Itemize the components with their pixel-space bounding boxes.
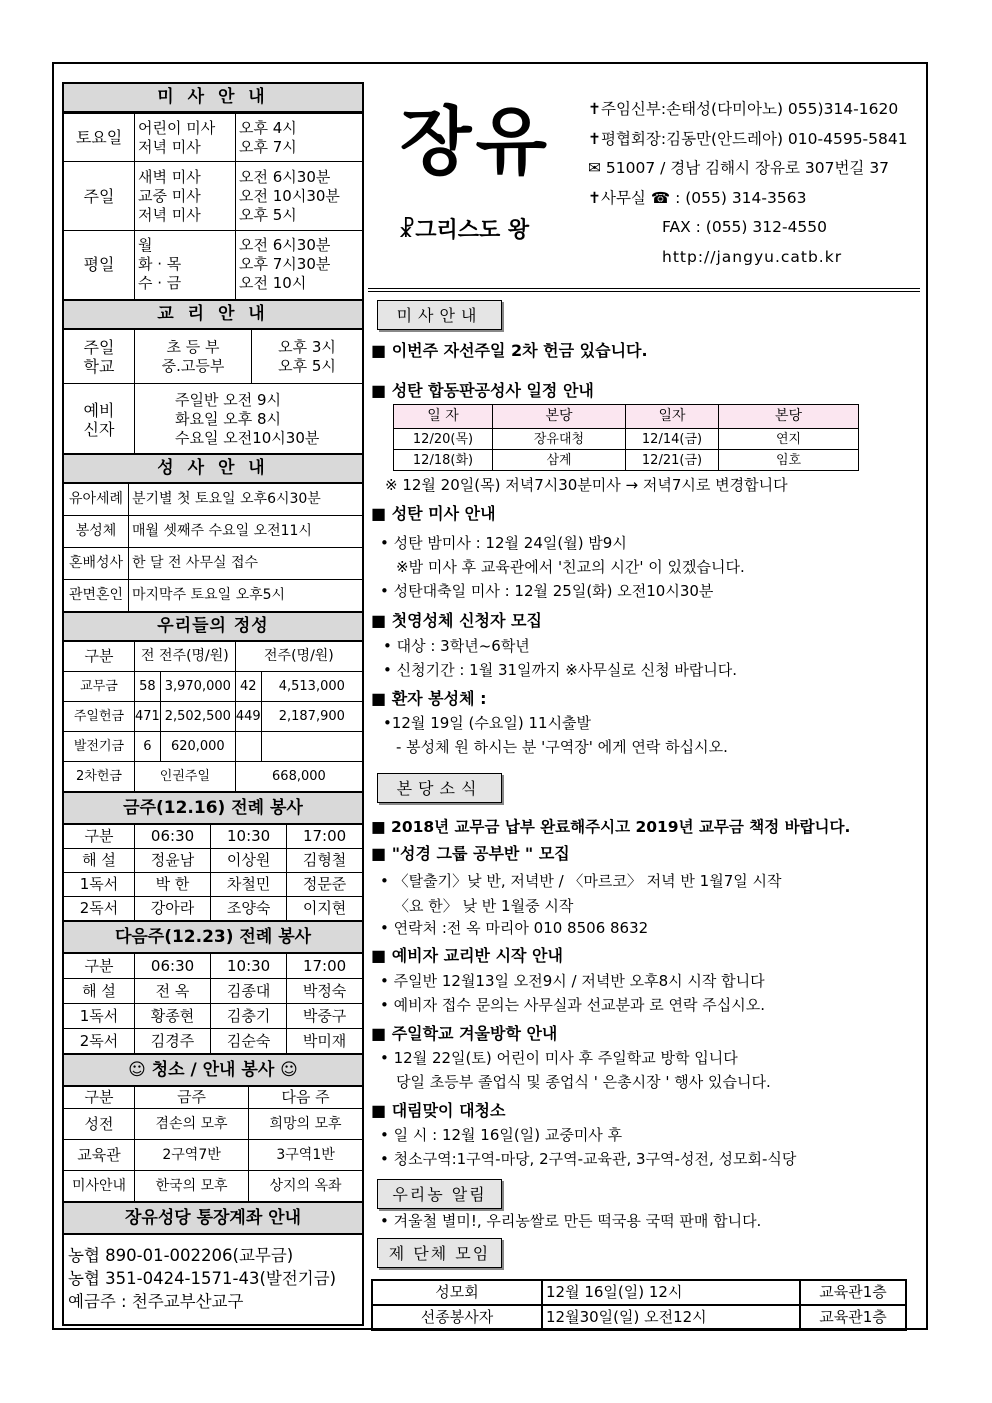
sun-name-2: 교중 미사 <box>138 186 201 205</box>
sun-name-1: 새벽 미사 <box>138 167 201 186</box>
table-row: 성모회 12월 16일(일) 12시 교육관1층 <box>372 1280 906 1305</box>
p5-line-1: • 일 시 : 12월 16일(일) 교중미사 후 <box>380 1126 623 1144</box>
p4-line-2: 당일 초등부 졸업식 및 종업식 ' 은총시장 ' 행사 있습니다. <box>396 1073 771 1091</box>
off-row: 발전기금 6 620,000 <box>64 732 362 762</box>
p2-line-1: • 〈탈출기〉낮 반, 저녁반 / 〈마르코〉 저녁 반 1월7일 시작 <box>380 872 782 890</box>
service-this-table: 구분 06:30 10:30 17:00 해 설 정윤남 이상원 김형철 1독서 박 한 차철민 정문준 2독서 강아라 조양숙 이지현 <box>64 824 362 921</box>
week-name-1: 월 <box>138 236 153 255</box>
catechism-table <box>64 329 362 456</box>
p3-line-2: • 예비자 접수 문의는 사무실과 선교분과 로 연락 주십시오. <box>380 996 766 1014</box>
account-lines <box>68 1244 336 1313</box>
week-time-1: 오전 6시30분 <box>239 236 331 255</box>
sac-label-3: 혼배성사 <box>64 548 129 580</box>
notice-m4: ■ 첫영성체 신청자 모집 <box>371 611 542 630</box>
sac-label-4: 관면혼인 <box>64 580 129 612</box>
pre-label-1: 예비 <box>83 400 115 420</box>
sacraments-table <box>64 483 362 612</box>
sun-label: 주일 <box>64 162 135 231</box>
school-time-2: 오후 5시 <box>278 356 336 375</box>
m4-line-1: • 대상 : 3학년~6학년 <box>383 637 530 655</box>
table-row: 2독서 김경주 김순숙 박미재 <box>64 1029 362 1054</box>
sac-text-2: 매월 셋째주 수요일 오전11시 <box>129 516 363 548</box>
parish-news-button: 본당소식 <box>377 773 502 803</box>
sat-time-2: 오후 7시 <box>239 137 297 156</box>
info-url[interactable]: http://jangyu.catb.kr <box>662 247 843 266</box>
sac-text-3: 한 달 전 사무실 접수 <box>129 548 363 580</box>
week-name-3: 수 · 금 <box>138 274 182 293</box>
notice-p5: ■ 대림맞이 대청소 <box>371 1101 506 1120</box>
sun-time-2: 오전 10시30분 <box>239 186 340 205</box>
notice-p2: ■ "성경 그룹 공부반 " 모집 <box>371 844 570 863</box>
info-president: ✝평협회장:김동만(안드레아) 010-4595-5841 <box>588 129 908 148</box>
sac-label-1: 유아세례 <box>64 484 129 516</box>
notice-m1: ■ 이번주 자선주일 2차 헌금 있습니다. <box>371 341 648 360</box>
account-header: 장유성당 통장계좌 안내 <box>64 1201 362 1235</box>
service-next-table: 구분 06:30 10:30 17:00 해 설 전 옥 김종대 박정숙 1독서 황종현 김충기 박중구 2독서 김경주 김순숙 박미재 <box>64 953 362 1054</box>
bulletin-title: 장유 <box>400 99 551 185</box>
notice-p3: ■ 예비자 교리반 시작 안내 <box>371 946 563 965</box>
m5-line-1: •12월 19일 (수요일) 11시출발 <box>383 714 592 732</box>
info-fax: FAX : (055) 312-4550 <box>662 218 828 236</box>
cleaning-header: ☺ 청소 / 안내 봉사 ☺ <box>64 1053 362 1087</box>
table-row: 12/20(목) 장유대청 12/14(금) 연지 <box>394 429 859 450</box>
p2-line-3: • 연락처 :전 옥 마리아 010 8506 8632 <box>380 919 649 937</box>
bulletin-subtitle: ☧그리스도 왕 <box>398 218 530 243</box>
sac-label-2: 봉성체 <box>64 516 129 548</box>
school-name-1: 초 등 부 <box>166 337 220 356</box>
groups-table <box>371 1279 907 1331</box>
off-row: 교무금 58 3,970,000 42 4,513,000 <box>64 672 362 702</box>
table-row: 교육관 2구역7반 3구역1반 <box>64 1140 362 1171</box>
sac-text-1: 분기별 첫 토요일 오후6시30분 <box>129 484 363 516</box>
cleaning-table: 구분 금주 다음 주 성전 겸손의 모후 희망의 모후 교육관 2구역7반 3구역1반 미사안내 한국의 모후 상지의 옥좌 <box>64 1086 362 1202</box>
table-row: 성전 겸손의 모후 희망의 모후 <box>64 1109 362 1140</box>
week-time-2: 오후 7시30분 <box>239 255 331 274</box>
sat-label: 토요일 <box>64 114 135 162</box>
table-row: 해 설 전 옥 김종대 박정숙 <box>64 979 362 1004</box>
off-h-2: 전 전주(명/원) <box>135 642 236 672</box>
info-priest: ✝주임신부:손태성(다미아노) 055)314-1620 <box>588 100 899 118</box>
off-h-3: 전주(명/원) <box>235 642 362 672</box>
account-line-3: 예금주 : 천주교부산교구 <box>68 1292 244 1311</box>
school-name-2: 중.고등부 <box>161 356 225 375</box>
account-line-1: 농협 890-01-002206(교무금) <box>68 1246 294 1265</box>
mass-notice-button: 미사안내 <box>377 300 502 330</box>
school-label-1: 주일 <box>83 337 115 357</box>
school-time-1: 오후 3시 <box>278 337 336 356</box>
m5-line-2: - 봉성체 원 하시는 분 '구역장' 에게 연락 하십시오. <box>396 738 728 756</box>
notice-m5: ■ 환자 봉성체 : <box>371 689 487 708</box>
info-address: ✉ 51007 / 경남 김해시 장유로 307번길 37 <box>588 159 890 177</box>
header-divider <box>368 288 920 292</box>
table-row: 선종봉사자 12월30일(일) 오전12시 교육관1층 <box>372 1305 906 1330</box>
left-column <box>62 82 364 1326</box>
m3-line-3: • 성탄대축일 미사 : 12월 25일(화) 오전10시30분 <box>380 582 714 600</box>
pre-line-2: 화요일 오후 8시 <box>175 410 282 429</box>
m3-line-2: ※밤 미사 후 교육관에서 '친교의 시간' 이 있겠습니다. <box>396 558 745 576</box>
notice-p1: ■ 2018년 교무금 납부 완료해주시고 2019년 교무금 책정 바랍니다. <box>371 818 851 836</box>
p5-line-2: • 청소구역:1구역-마당, 2구역-교육관, 3구역-성전, 성모회-식당 <box>380 1150 797 1168</box>
sun-time-3: 오후 5시 <box>239 205 297 224</box>
sun-name-3: 저녁 미사 <box>138 205 201 224</box>
p4-line-1: • 12월 22일(토) 어린이 미사 후 주일학교 방학 입니다 <box>380 1049 738 1067</box>
p2-line-2: 〈요 한〉 낮 반 1월중 시작 <box>394 897 574 915</box>
offering-table <box>64 641 362 792</box>
mass-header: 미 사 안 내 <box>64 84 362 113</box>
m2-note: ※ 12월 20일(목) 저녁7시30분미사 → 저녁7시로 변경합니다 <box>385 476 788 494</box>
offering-header: 우리들의 정성 <box>64 611 362 642</box>
table-row: 12/18(화) 삼계 12/21(금) 임호 <box>394 450 859 471</box>
sat-name-1: 어린이 미사 <box>138 118 216 137</box>
farm-line: • 겨울철 별미!, 우리농쌀로 만든 떡국용 국떡 판매 합니다. <box>380 1212 762 1230</box>
pre-line-1: 주일반 오전 9시 <box>175 391 282 410</box>
catechism-header: 교 리 안 내 <box>64 299 362 330</box>
p3-line-1: • 주일반 12월13일 오전9시 / 저녁반 오후8시 시작 합니다 <box>380 972 765 990</box>
off-second-row: 2차헌금 인권주일 668,000 <box>64 762 362 792</box>
notice-m2: ■ 성탄 합동판공성사 일정 안내 <box>371 381 594 400</box>
m3-line-1: • 성탄 밤미사 : 12월 24일(월) 밤9시 <box>380 534 627 552</box>
table-row: 1독서 황종현 김충기 박중구 <box>64 1004 362 1029</box>
sat-time-1: 오후 4시 <box>239 118 297 137</box>
pre-label-2: 신자 <box>83 419 115 439</box>
notice-m3: ■ 성탄 미사 안내 <box>371 504 496 523</box>
sat-name-2: 저녁 미사 <box>138 137 201 156</box>
service-next-header: 다음주(12.23) 전례 봉사 <box>64 920 362 954</box>
groups-button: 제 단체 모임 <box>377 1238 502 1268</box>
farm-notice-button: 우리농 알림 <box>377 1179 502 1209</box>
sun-time-1: 오전 6시30분 <box>239 167 331 186</box>
table-row: 해 설 정윤남 이상원 김형철 <box>64 849 362 873</box>
off-row: 주일헌금 471 2,502,500 449 2,187,900 <box>64 702 362 732</box>
account-line-2: 농협 351-0424-1571-43(발전기금) <box>68 1269 337 1288</box>
contact-info <box>588 95 908 272</box>
week-label: 평일 <box>64 230 135 299</box>
service-this-header: 금주(12.16) 전례 봉사 <box>64 791 362 825</box>
table-row: 1독서 박 한 차철민 정문준 <box>64 873 362 897</box>
week-time-3: 오전 10시 <box>239 274 307 293</box>
school-label-2: 학교 <box>83 356 115 376</box>
pre-line-3: 수요일 오전10시30분 <box>175 429 320 448</box>
info-office: ✝사무실 ☎ : (055) 314-3563 <box>588 188 807 207</box>
m4-line-2: • 신청기간 : 1월 31일까지 ※사무실로 신청 바랍니다. <box>383 661 738 679</box>
sac-text-4: 마지막주 토요일 오후5시 <box>129 580 363 612</box>
table-row: 미사안내 한국의 모후 상지의 옥좌 <box>64 1171 362 1202</box>
off-h-1: 구분 <box>64 642 135 672</box>
week-name-2: 화 · 목 <box>138 255 182 274</box>
confession-table: 일 자 본당 일자 본당 12/20(목) 장유대청 12/14(금) 연지 12/18(화) 삼계 12/21(금) 임호 <box>393 404 859 471</box>
notice-p4: ■ 주일학교 겨울방학 안내 <box>371 1024 558 1043</box>
sacraments-header: 성 사 안 내 <box>64 453 362 484</box>
mass-table <box>64 113 362 299</box>
table-row: 2독서 강아라 조양숙 이지현 <box>64 897 362 921</box>
